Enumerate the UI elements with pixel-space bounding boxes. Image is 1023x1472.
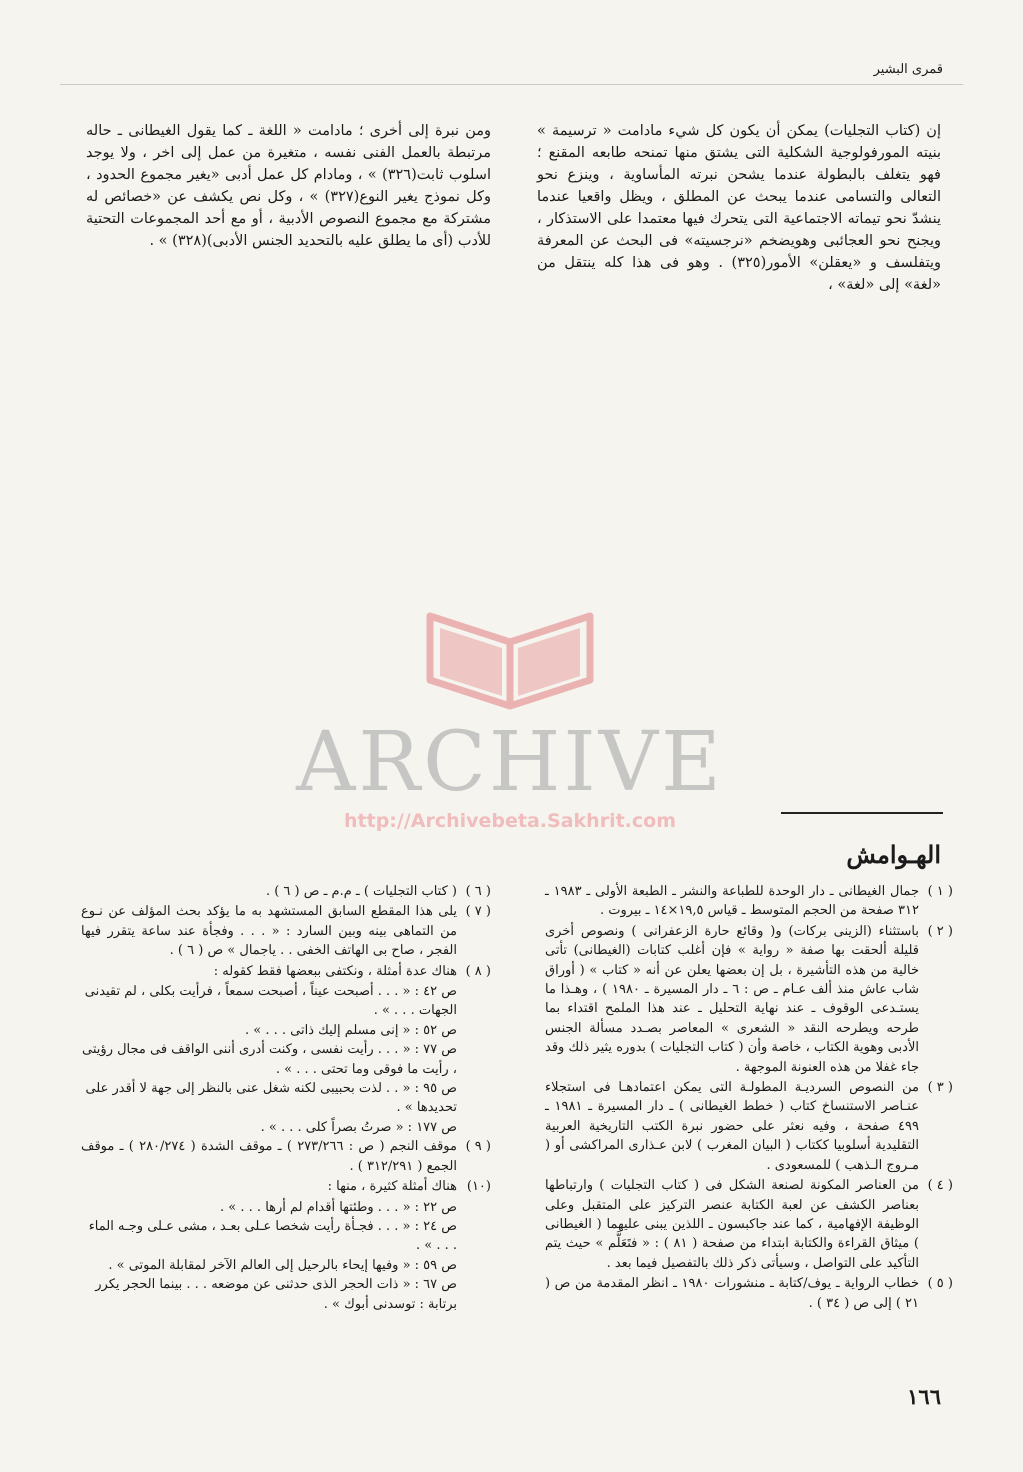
body-paragraph: ومن نبرة إلى أخرى ؛ مادامت « اللغة ـ كما يقول الغيطانى ـ حاله مرتبطة بالعمل الفنى نفسه ، متغيرة من عمل إلى اخر ، ولا يوجد اسلوب ثابت(٣٢٦) » ، ومادام كل عمل أدبى «يغير مجموع الحدود ، وكل نموذج يغير النوع(٣٢٧) » ، وكل نص يكشف عن «خصائص له مشتركة مع مجموع النصوص الأدبية ، أو مع أحد المجموعات التحتية للأدب (أى ما يطلق عليه بالتحديد الجنس الأدبى)(٣٢٨) » . (86, 123, 492, 249)
footnote-quote: ص ٤٢ : « . . . أصبحت عيناً ، أصبحت سمعاً ، فرأيت بكلى ، لم تقيدنى الجهات . . . » . (84, 984, 457, 1019)
footnote-number: ( ٢ ) (927, 923, 953, 939)
footnote-quote: ص ٦٧ : « ذات الحجر الذى حدثنى عن موضعه . . . بينما الحجر يكرر برتابة : توسدنى أبوك » . (95, 1277, 457, 1312)
watermark-title: ARCHIVE (296, 715, 724, 810)
footnote-quote: ص ٢٢ : « . . . وطئتها أقدام لم أرها . . . » . (220, 1199, 457, 1215)
footnotes-heading: الهـوامش (846, 840, 941, 869)
footnote-text: يلى هذا المقطع السابق المستشهد به ما يؤكد بحث المؤلف عن نـوع من التماهى بينه وبين السارد : « . . . وفجأة عند ساعة يتقرر فيها الفجر ، صاح بى الهاتف الخفى . . ياجمال » ص ( ٦ ) . (81, 904, 457, 959)
footnote-quote: ص ٥٢ : « إنى مسلم إليك ذاتى . . . » . (245, 1022, 457, 1038)
footnote (545, 922, 953, 1077)
footnote-number: ( ٨ ) (465, 963, 491, 979)
footnotes-column-left (81, 882, 491, 1314)
footnote-quote: ص ٥٩ : « وفيها إيحاء بالرحيل إلى العالم الآخر لمقابلة الموتى » . (108, 1257, 457, 1273)
footnote-quote: ص ٩٥ : « . . لذت بحبيبى لكنه شغل عنى بالنظر إلى جهة لا أقدر على تحديدها » . (85, 1081, 457, 1116)
footnote (81, 882, 491, 901)
footnote-text: من العناصر المكونة لصنعة الشكل فى ( كتاب التجليات ) وارتباطها بعناصر الكشف عن لعبة الكتابة عنصر التركيز على المتقبل وعلى الوظيفة الإفهامية ، كما عند جاكبسون ـ اللذين يبنى عليهما ( الغيطانى ) ميثاق القراءة والكتابة ابتداء من صفحة ( ٨١ ) : « فتَعَلَّم » حيث يتم التأكيد على التواصل ، وسيأتى ذكر ذلك بالتفصيل فيما بعد . (545, 1178, 919, 1271)
body-column-right (537, 120, 941, 296)
footnote-number: (١٠) (466, 1179, 491, 1195)
footnote (545, 882, 953, 921)
footnote (81, 962, 491, 981)
running-head: قمرى البشير (873, 62, 943, 77)
header-rule (60, 84, 963, 85)
footnote-number: ( ٦ ) (465, 884, 491, 899)
footnote-text: جمال الغيطانى ـ دار الوحدة للطباعة والنشر ـ الطبعة الأولى ـ ١٩٨٣ ـ ٣١٢ صفحة من الحجم المتوسط ـ قياس ١٩,٥×١٤ ـ بيروت . (545, 884, 919, 919)
page-number: ١٦٦ (907, 1384, 941, 1409)
footnote-number: ( ٥ ) (927, 1276, 953, 1292)
open-book-icon (280, 610, 740, 720)
footnote-quote: ص ٢٤ : « . . . فجـأة رأيت شخصا عـلى بعـد ، مشى عـلى وجـه الماء . . . » . (88, 1218, 457, 1254)
footnote-text: موقف النجم ( ص : ٢٧٣/٢٦٦ ) ـ موقف الشدة ( ٢٨٠/٢٧٤ ) ـ موقف الجمع ( ٣١٢/٢٩١ ) . (81, 1139, 457, 1174)
footnote-number: ( ١ ) (927, 884, 953, 899)
footnotes-column-right (545, 882, 953, 1314)
archive-watermark (280, 610, 740, 840)
footnote (81, 902, 491, 960)
footnote-quote: ص ١٧٧ : « صرتُ بصراً كلى . . . » . (260, 1119, 457, 1135)
footnote-text: هناك أمثلة كثيرة ، منها : (327, 1179, 457, 1195)
footnote-quote: ص ٧٧ : « . . . رأيت نفسى ، وكنت أدرى أننى الواقف فى مجال رؤيتى ، رأيت ما فوقى وما تحتى . . . » . (82, 1042, 457, 1077)
footnote-text: هناك عدة أمثلة ، ونكتفى ببعضها فقط كقوله : (213, 963, 457, 979)
body-paragraph: إن (كتاب التجليات) يمكن أن يكون كل شيء مادامت « ترسيمة » بنيته المورفولوجية الشكلية التى يشتق منها تمنحه طابعه المقنع ؛ فهو يتغلف بالبطولة عندما يشحن نبرته المأساوية ، وينزع نحو التعالى والتسامى عندما يبحث عن المطلق ، ويظل واقعيا عندما ينشدّ نحو تيماته الاجتماعية التى يتحرك فيها معتمدا على الاستذكار ، ويجنح نحو العجائبى وهويضخم «نرجسيته» فى البحث عن المعرفة ويتفلسف و «يعقلن» الأمور(٣٢٥) . وهو فى هذا كله ينتقل من «لغة» إلى «لغة» ، (537, 123, 941, 293)
watermark-url: http://Archivebeta.Sakhrit.com (344, 810, 676, 832)
footnote-text: ( كتاب التجليات ) ـ م.م ـ ص ( ٦ ) . (265, 884, 457, 899)
footnote-number: ( ٧ ) (465, 904, 491, 920)
footnote-number: ( ٤ ) (927, 1178, 953, 1194)
footnote (545, 1078, 953, 1175)
footnote-number: ( ٣ ) (927, 1080, 953, 1096)
footnote (81, 1177, 491, 1196)
footnotes-rule (781, 812, 943, 814)
body-column-left (86, 120, 491, 252)
footnote (81, 1137, 491, 1176)
footnote-text: خطاب الرواية ـ يوف/كتابة ـ منشورات ١٩٨٠ ـ انظر المقدمة من ص ( ٢١ ) إلى ص ( ٣٤ ) . (545, 1276, 919, 1311)
footnote (545, 1176, 953, 1273)
footnote-number: ( ٩ ) (465, 1139, 491, 1155)
footnote (545, 1274, 953, 1313)
footnote-text: من النصوص السرديـة المطولـة التى يمكن اعتمادهـا فى استجلاء عنـاصر الاستنساخ كتاب ( خطط الغيطانى ) ـ دار المسيرة ـ ١٩٨١ ـ ٤٩٩ صفحة ، وفيه نعثر على حضور نبرة الكتب التاريخية العربية التقليدية أسلوبيا ككتاب ( البيان المغرب ) لابن عـذارى المراكشى أو ( مـروج الـذهب ) للمسعودى . (545, 1080, 919, 1173)
footnote-text: باستثناء (الزينى بركات) و( وقائع حارة الزعفرانى ) ونصوص أخرى قليلة ألحقت بها صفة « رواية » فإن أغلب كتابات (الغيطانى) تأتى خالية من هذه التأشيرة ، بل إن بعضها يعلن عن أنه « كتاب » ( أوراق شاب عاش منذ ألف عـام ـ ص : ٦ ـ دار المسيرة ـ ١٩٨٠ ) ، وهـذا ما يستـدعى الوقوف ـ عند نهاية التحليل ـ عند هذا الملمح اقتداء بما طرحه ويطرحه النقد « الشعرى » المعاصر بصـدد مسألة الجنس الأدبى وهوية الكتاب ، خاصة وأن ( كتاب التجليات ) بدوره يثير ذلك وقد جاء غفلا من هذه العنونة الموجهة . (545, 923, 919, 1075)
